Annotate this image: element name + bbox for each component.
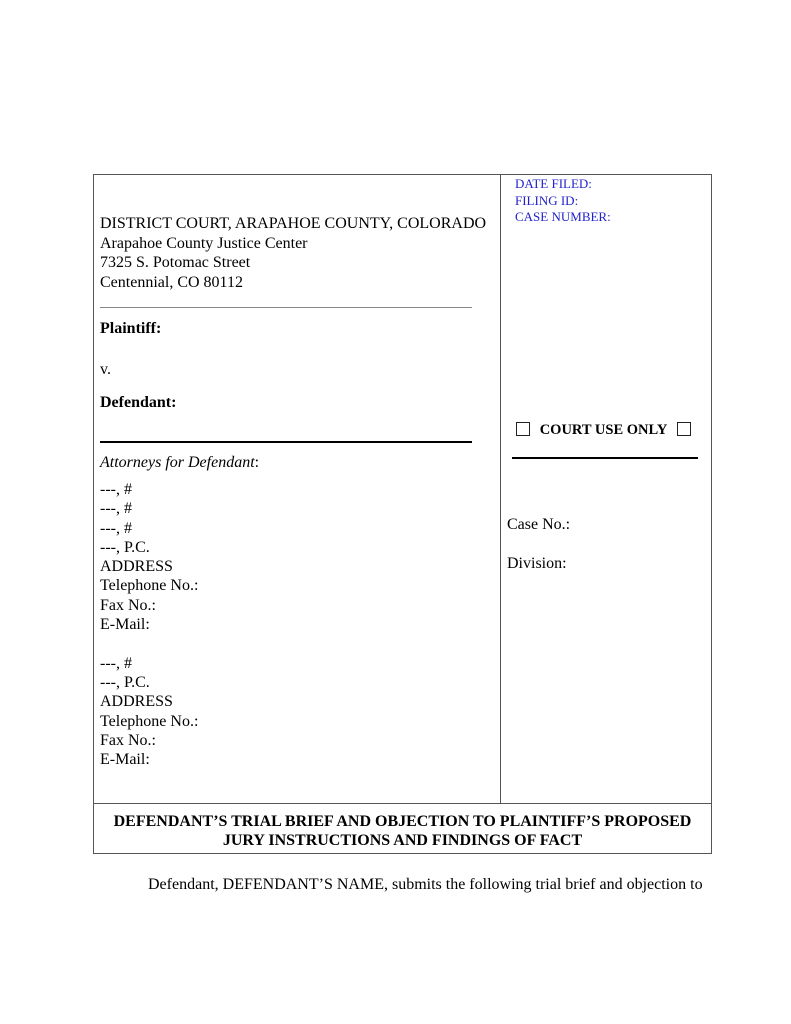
court-street: 7325 S. Potomac Street	[100, 254, 251, 271]
attorney-info-list	[100, 480, 198, 769]
caption-divider-thick	[100, 441, 472, 443]
attorney-line: ---, #	[100, 519, 132, 537]
filing-id-label: FILING ID:	[515, 192, 579, 208]
defendant-label: Defendant:	[100, 394, 177, 411]
plaintiff-label: Plaintiff:	[100, 320, 162, 337]
attorney-line	[100, 634, 198, 653]
attorney-line: Telephone No.:	[100, 577, 199, 595]
attorney-line: Fax No.:	[100, 731, 156, 749]
attorney-line: ---, P.C.	[100, 538, 150, 556]
attorney-line: ADDRESS	[100, 693, 173, 711]
attorney-line: ---, #	[100, 481, 132, 498]
attorney-line: ADDRESS	[100, 558, 173, 576]
attorney-line: ---, #	[100, 654, 132, 672]
attorneys-label: Attorneys for Defendant	[100, 454, 255, 471]
box-icon	[677, 422, 691, 436]
attorney-line: ---, P.C.	[100, 673, 150, 691]
attorney-line: Telephone No.:	[100, 712, 199, 730]
division-label: Division:	[507, 555, 567, 572]
court-city: Centennial, CO 80112	[100, 273, 243, 291]
court-use-only-banner	[501, 420, 706, 440]
e-filing-stamp	[515, 176, 611, 226]
party-caption-cell	[94, 175, 501, 803]
document-title-line2: JURY INSTRUCTIONS AND FINDINGS OF FACT	[222, 832, 583, 849]
court-name: DISTRICT COURT, ARAPAHOE COUNTY, COLORADO	[100, 215, 487, 232]
attorneys-heading	[100, 453, 259, 472]
document-title-line1: DEFENDANT’S TRIAL BRIEF AND OBJECTION TO PLAINTIFF’S PROPOSED	[113, 813, 692, 830]
attorney-line: E-Mail:	[100, 751, 150, 769]
body-paragraph-first-line: Defendant, DEFENDANT’S NAME, submits the following trial brief and objection to	[148, 876, 703, 893]
attorneys-colon: :	[254, 454, 260, 471]
versus-label: v.	[100, 361, 111, 378]
case-number-label: CASE NUMBER:	[515, 209, 611, 224]
court-building: Arapahoe County Justice Center	[100, 234, 308, 252]
date-filed-label: DATE FILED:	[515, 176, 592, 191]
attorney-line: ---, #	[100, 500, 132, 518]
attorney-line: Fax No.:	[100, 596, 156, 614]
attorney-line: E-Mail:	[100, 616, 150, 634]
court-use-cell	[501, 175, 712, 803]
caption-table	[93, 174, 712, 854]
court-use-divider	[512, 457, 698, 459]
caption-divider-thin	[100, 307, 472, 308]
court-use-only-label: COURT USE ONLY	[539, 422, 668, 438]
box-icon	[516, 422, 530, 436]
court-address-block	[100, 214, 486, 292]
case-no-label: Case No.:	[507, 516, 571, 533]
document-title	[94, 803, 711, 853]
